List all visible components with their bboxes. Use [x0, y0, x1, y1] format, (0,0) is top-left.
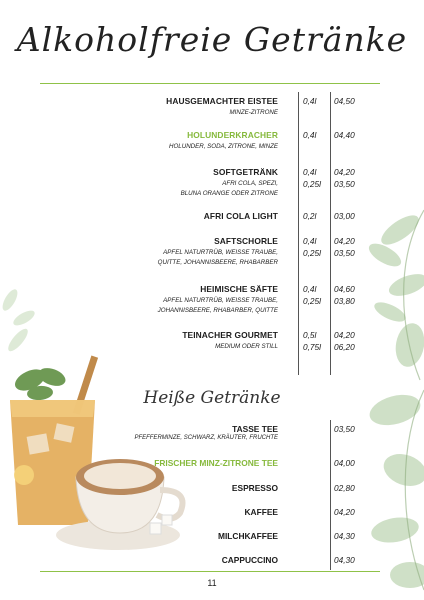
drink-volume: 0,4l	[303, 167, 317, 177]
drink-name: SOFTGETRÄNK	[213, 167, 278, 177]
drink-description: MINZE-ZITRONE	[229, 109, 278, 116]
drink-description: JOHANNISBEERE, RHABARBER, QUITTE	[157, 307, 278, 314]
iced-tea-and-cappuccino-illustration	[0, 355, 200, 555]
hot-drink-price: 04,20	[334, 507, 355, 517]
drink-description: MEDIUM ODER STILL	[215, 343, 278, 350]
drink-volume: 0,4l	[303, 96, 317, 106]
drink-volume: 0,4l	[303, 130, 317, 140]
hot-drink-price: 04,30	[334, 531, 355, 541]
column-divider-2	[330, 92, 331, 375]
hot-drink-description: PFEFFERMINZE, SCHWARZ, KRÄUTER, FRUCHTE	[134, 435, 278, 441]
hot-drink-price: 04,00	[334, 458, 355, 468]
drink-price: 04,60	[334, 284, 355, 294]
drink-volume: 0,2l	[303, 211, 317, 221]
drink-price: 04,20	[334, 236, 355, 246]
drink-description: APFEL NATURTRÜB, WEISSE TRAUBE,	[163, 249, 278, 256]
hot-drink-name: TASSE TEE	[232, 424, 278, 434]
drink-description: APFEL NATURTRÜB, WEISSE TRAUBE,	[163, 297, 278, 304]
drink-description: AFRI COLA, SPEZI,	[222, 180, 278, 187]
drink-price: 04,20	[334, 330, 355, 340]
drink-volume: 0,25l	[303, 296, 321, 306]
column-divider-1	[298, 92, 299, 375]
drink-name: AFRI COLA LIGHT	[203, 211, 278, 221]
drink-volume: 0,25l	[303, 179, 321, 189]
title-divider	[40, 83, 380, 84]
drink-name: TEINACHER GOURMET	[182, 330, 278, 340]
drink-price: 03,50	[334, 248, 355, 258]
hot-drink-name: FRISCHER MINZ-ZITRONE TEE	[154, 458, 278, 468]
drink-description: BLUNA ORANGE ODER ZITRONE	[180, 190, 278, 197]
drink-volume: 0,4l	[303, 236, 317, 246]
drink-price: 03,80	[334, 296, 355, 306]
drink-price: 04,20	[334, 167, 355, 177]
drink-volume: 0,25l	[303, 248, 321, 258]
drink-description: QUITTE, JOHANNISBEERE, RHABARBER	[157, 259, 278, 266]
drink-volume: 0,75l	[303, 342, 321, 352]
hot-column-divider	[330, 420, 331, 570]
drink-price: 06,20	[334, 342, 355, 352]
footer-divider	[40, 571, 380, 572]
drink-price: 04,50	[334, 96, 355, 106]
hot-drink-price: 02,80	[334, 483, 355, 493]
hot-drink-name: KAFFEE	[244, 507, 278, 517]
drink-price: 04,40	[334, 130, 355, 140]
drink-name: SAFTSCHORLE	[214, 236, 278, 246]
hot-drink-name: ESPRESSO	[231, 483, 278, 493]
page-number: 11	[207, 578, 217, 588]
drink-volume: 0,4l	[303, 284, 317, 294]
drink-name: HOLUNDERKRACHER	[187, 130, 278, 140]
drink-description: HOLUNDER, SODA, ZITRONE, MINZE	[169, 143, 278, 150]
hot-drinks-title: Heiße Getränke	[143, 388, 281, 408]
hot-drink-name: CAPPUCCINO	[221, 555, 278, 565]
drink-name: HEIMISCHE SÄFTE	[200, 284, 278, 294]
hot-drink-name: MILCHKAFFEE	[217, 531, 278, 541]
drink-volume: 0,5l	[303, 330, 317, 340]
drink-price: 03,50	[334, 179, 355, 189]
drink-price: 03,00	[334, 211, 355, 221]
hot-drink-price: 03,50	[334, 424, 355, 434]
drink-name: HAUSGEMACHTER EISTEE	[166, 96, 278, 106]
hot-drink-price: 04,30	[334, 555, 355, 565]
menu-title: Alkoholfreie Getränke	[16, 20, 408, 59]
